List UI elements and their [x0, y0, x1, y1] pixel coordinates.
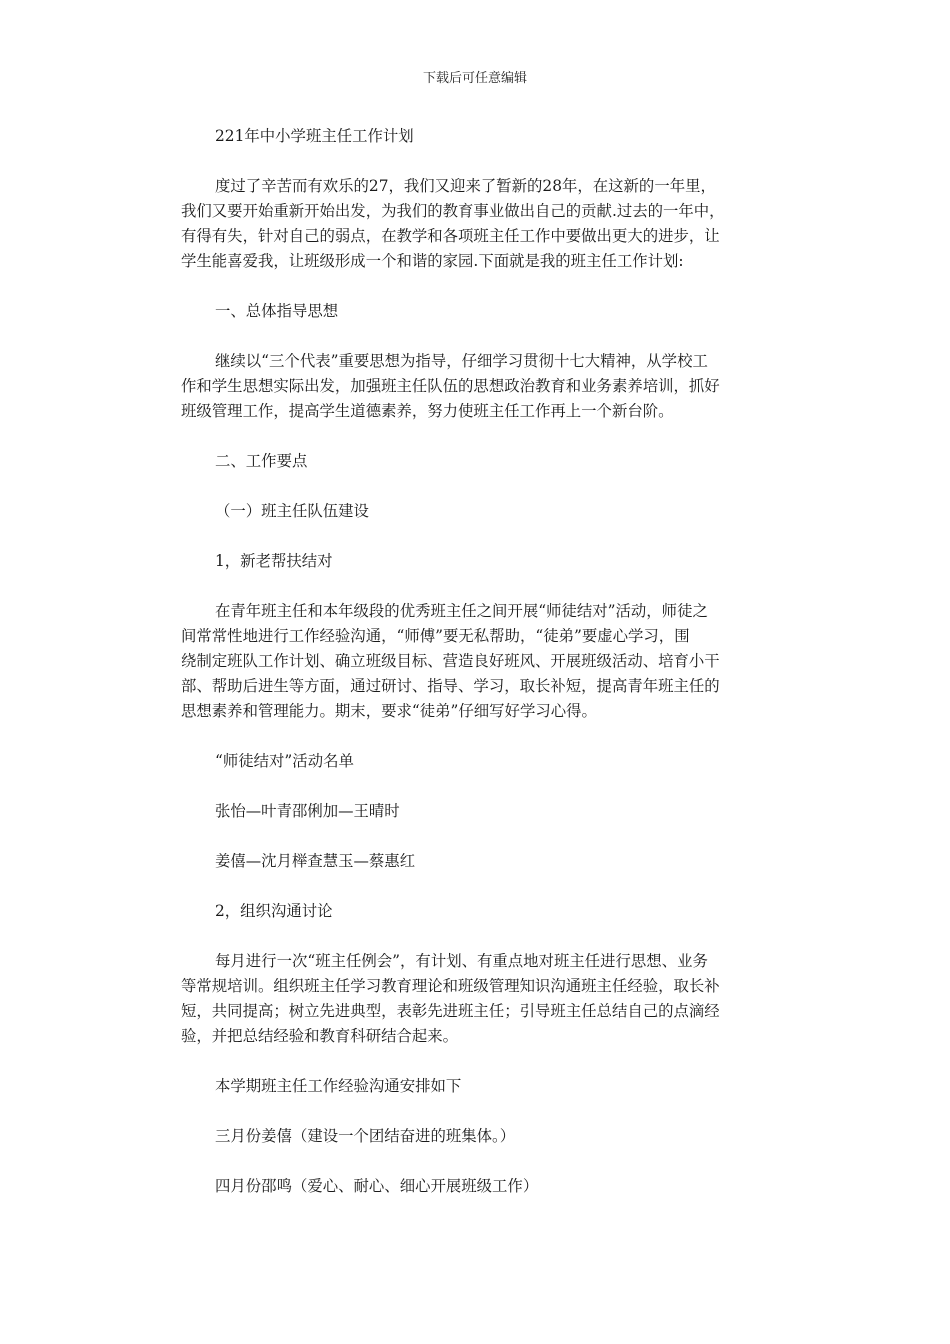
item-heading-2: 2，组织沟通讨论 — [215, 902, 333, 920]
schedule-row: 四月份邵鸣（爱心、耐心、细心开展班级工作） — [215, 1177, 539, 1195]
paragraph-line: 作和学生思想实际出发，加强班主任队伍的思想政治教育和业务素养培训，抓好 — [181, 377, 720, 395]
intro-line: 我们又要开始重新开始出发，为我们的教育事业做出自己的贡献.过去的一年中， — [181, 202, 725, 220]
document-title: 221年中小学班主任工作计划 — [215, 127, 414, 145]
paragraph-line: 思想素养和管理能力。期末，要求“徒弟”仔细写好学习心得。 — [181, 702, 597, 720]
intro-line: 度过了辛苦而有欢乐的27，我们又迎来了暂新的28年，在这新的一年里， — [215, 177, 716, 195]
paragraph-line: 继续以“三个代表”重要思想为指导，仔细学习贯彻十七大精神，从学校工 — [215, 352, 708, 370]
page-header-note: 下载后可任意编辑 — [422, 71, 527, 86]
intro-line: 有得有失，针对自己的弱点，在教学和各项班主任工作中要做出更大的进步，让 — [181, 227, 720, 245]
mentoring-paragraph — [181, 599, 781, 724]
communication-paragraph — [181, 949, 781, 1049]
pairing-row: 张怡—叶青邵俐加—王晴时 — [215, 802, 400, 820]
section-heading-2: 二、工作要点 — [215, 452, 308, 470]
item-heading-1: 1，新老帮扶结对 — [215, 552, 333, 570]
guiding-ideas-paragraph — [181, 349, 781, 424]
paragraph-line: 短，共同提高；树立先进典型，表彰先进班主任；引导班主任总结自己的点滴经 — [181, 1002, 720, 1020]
schedule-row: 三月份姜僖（建设一个团结奋进的班集体。） — [215, 1127, 516, 1145]
paragraph-line: 绕制定班队工作计划、确立班级目标、营造良好班风、开展班级活动、培育小干 — [181, 652, 720, 670]
paragraph-line: 每月进行一次“班主任例会”，有计划、有重点地对班主任进行思想、业务 — [215, 952, 708, 970]
paragraph-line: 在青年班主任和本年级段的优秀班主任之间开展“师徒结对”活动，师徒之 — [215, 602, 708, 620]
document-body — [181, 124, 781, 1224]
pairing-list-heading: “师徒结对”活动名单 — [215, 752, 354, 770]
intro-paragraph — [181, 174, 781, 274]
paragraph-line: 部、帮助后进生等方面，通过研讨、指导、学习，取长补短，提高青年班主任的 — [181, 677, 720, 695]
paragraph-line: 验，并把总结经验和教育科研结合起来。 — [181, 1027, 459, 1045]
subsection-heading: （一）班主任队伍建设 — [215, 502, 369, 520]
schedule-heading: 本学期班主任工作经验沟通安排如下 — [215, 1077, 462, 1095]
section-heading-1: 一、总体指导思想 — [215, 302, 339, 320]
paragraph-line: 班级管理工作，提高学生道德素养，努力使班主任工作再上一个新台阶。 — [181, 402, 674, 420]
paragraph-line: 等常规培训。组织班主任学习教育理论和班级管理知识沟通班主任经验，取长补 — [181, 977, 720, 995]
intro-line: 学生能喜爱我，让班级形成一个和谐的家园.下面就是我的班主任工作计划: — [181, 252, 684, 270]
pairing-row: 姜僖—沈月榉查慧玉—蔡惠红 — [215, 852, 416, 870]
paragraph-line: 间常常性地进行工作经验沟通，“师傅”要无私帮助，“徒弟”要虚心学习，围 — [181, 627, 690, 645]
